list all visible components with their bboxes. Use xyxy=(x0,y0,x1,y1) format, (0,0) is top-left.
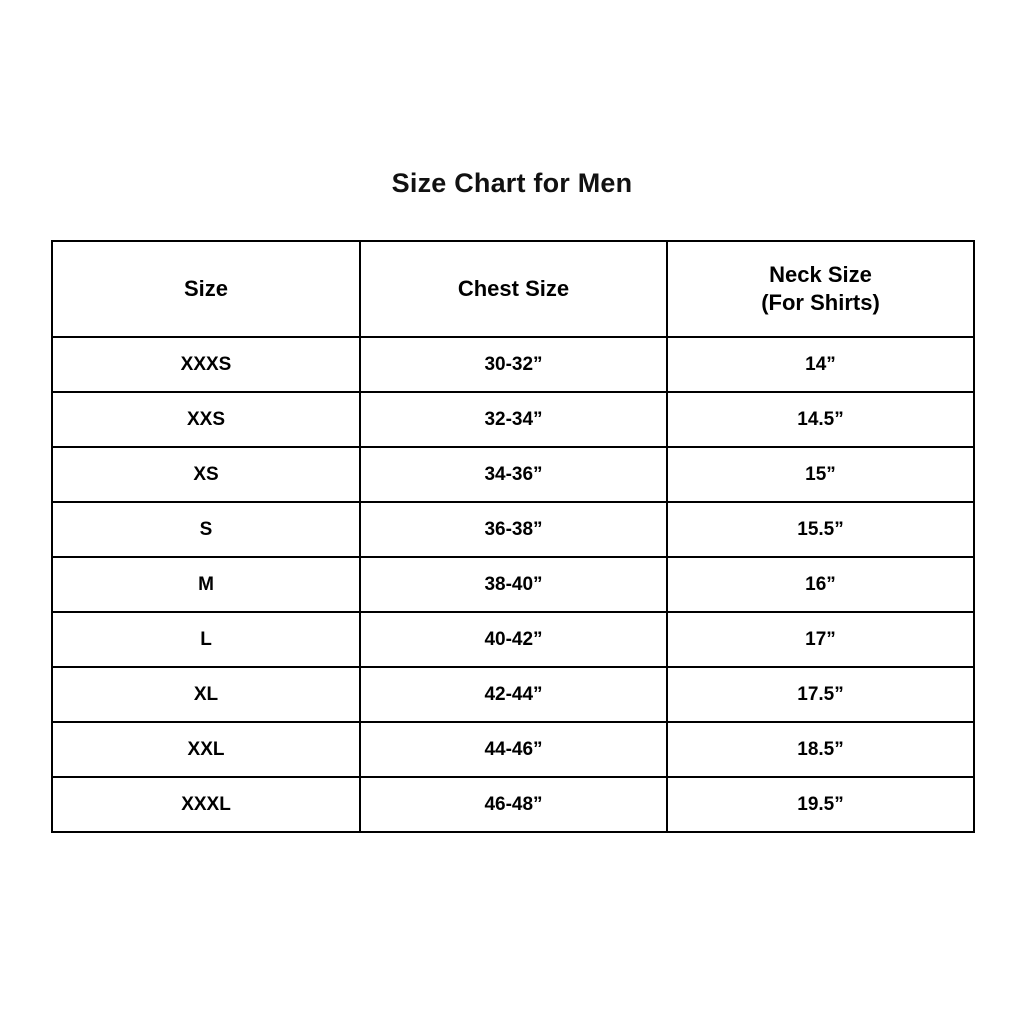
cell-chest-size: 44-46” xyxy=(360,722,667,777)
cell-neck-size: 14” xyxy=(667,337,974,392)
cell-chest-size: 34-36” xyxy=(360,447,667,502)
table-row xyxy=(52,392,974,447)
cell-size: XXL xyxy=(52,722,360,777)
table-header-row xyxy=(52,241,974,337)
column-header-chest-size-label: Chest Size xyxy=(457,275,570,301)
cell-size: XS xyxy=(52,447,360,502)
cell-chest-size: 38-40” xyxy=(360,557,667,612)
column-header-size-label: Size xyxy=(183,275,229,301)
cell-neck-size: 17” xyxy=(667,612,974,667)
cell-size: S xyxy=(52,502,360,557)
table-row xyxy=(52,722,974,777)
size-chart-table xyxy=(51,240,975,833)
table-row xyxy=(52,612,974,667)
cell-size: XXS xyxy=(52,392,360,447)
table-row xyxy=(52,447,974,502)
cell-neck-size: 16” xyxy=(667,557,974,612)
table-header xyxy=(52,241,974,337)
column-header-neck-size-label: Neck Size xyxy=(769,261,872,287)
cell-neck-size: 17.5” xyxy=(667,667,974,722)
cell-chest-size: 32-34” xyxy=(360,392,667,447)
page-title: Size Chart for Men xyxy=(391,168,633,198)
cell-chest-size: 36-38” xyxy=(360,502,667,557)
cell-chest-size: 30-32” xyxy=(360,337,667,392)
table-row xyxy=(52,777,974,832)
table-row xyxy=(52,502,974,557)
column-header-size xyxy=(52,241,360,337)
table-row xyxy=(52,667,974,722)
table-row xyxy=(52,557,974,612)
cell-neck-size: 14.5” xyxy=(667,392,974,447)
cell-size: M xyxy=(52,557,360,612)
cell-chest-size: 46-48” xyxy=(360,777,667,832)
cell-size: XL xyxy=(52,667,360,722)
cell-neck-size: 18.5” xyxy=(667,722,974,777)
cell-neck-size: 19.5” xyxy=(667,777,974,832)
column-header-neck-size-sublabel: (For Shirts) xyxy=(761,290,880,315)
column-header-chest-size xyxy=(360,241,667,337)
cell-size: XXXL xyxy=(52,777,360,832)
cell-neck-size: 15.5” xyxy=(667,502,974,557)
cell-size: XXXS xyxy=(52,337,360,392)
column-header-neck-size xyxy=(667,241,974,337)
cell-chest-size: 40-42” xyxy=(360,612,667,667)
cell-size: L xyxy=(52,612,360,667)
cell-neck-size: 15” xyxy=(667,447,974,502)
table-row xyxy=(52,337,974,392)
table-body xyxy=(52,337,974,832)
cell-chest-size: 42-44” xyxy=(360,667,667,722)
